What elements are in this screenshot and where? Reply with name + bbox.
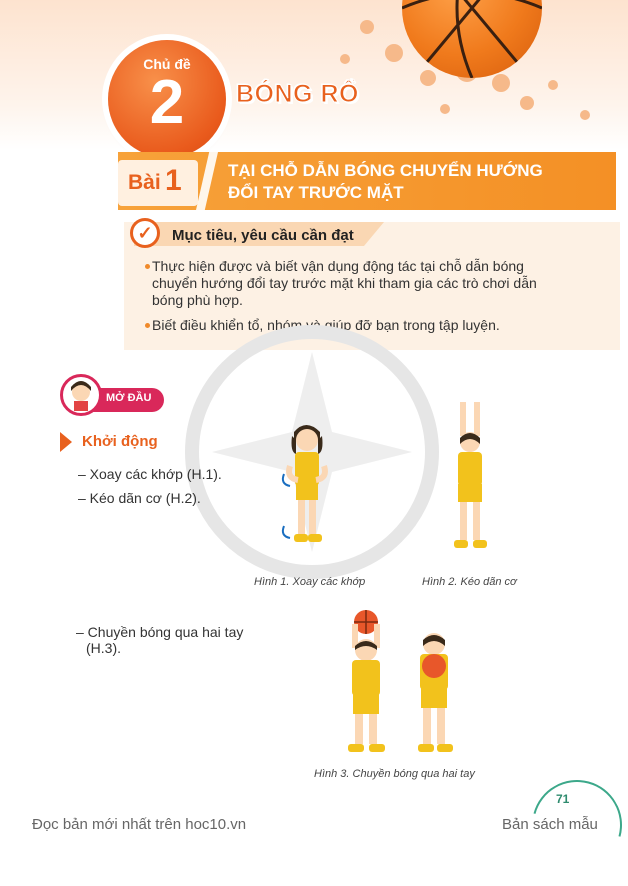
goals-title: Mục tiêu, yêu cầu cần đạt [172, 227, 354, 244]
lesson-title-line1: TẠI CHỖ DẪN BÓNG CHUYỂN HƯỚNG [228, 161, 543, 180]
intro-label: MỞ ĐẦU [106, 392, 152, 404]
bullet-icon [145, 264, 150, 269]
warmup-item-3-line2: (H.3). [86, 640, 121, 656]
footer-source-text: Đọc bản mới nhất trên hoc10.vn [32, 816, 247, 833]
lesson-title [228, 160, 543, 204]
figure-1-illustration [276, 418, 336, 554]
bullet-icon [145, 323, 150, 328]
goal-item-1-line3: bóng phù hợp. [152, 292, 243, 308]
warmup-item-3-line1: – Chuyền bóng qua hai tay [76, 624, 244, 640]
lesson-label: Bài [128, 171, 161, 194]
footer-sample-text: Bản sách mẫu [502, 816, 598, 833]
page-number: 71 [556, 792, 570, 806]
goal-item-1-line2: chuyển hướng đổi tay trước mặt khi tham gia các trò chơi dẫn [152, 275, 537, 291]
warmup-item-1: – Xoay các khớp (H.1). [78, 466, 222, 482]
goal-item-2: Biết điều khiển tổ, nhóm và giúp đỡ bạn trong tập luyện. [152, 317, 500, 333]
figure-1-caption: Hình 1. Xoay các khớp [254, 576, 366, 588]
goal-item-1-line1: Thực hiện được và biết vận dụng động tác tại chỗ dẫn bóng [152, 258, 524, 274]
section-arrow-icon [60, 432, 72, 452]
figure-3-caption: Hình 3. Chuyền bóng qua hai tay [314, 768, 475, 780]
topic-title: BÓNG RỔ [236, 80, 359, 108]
lesson-title-line2: ĐỔI TAY TRƯỚC MẶT [228, 183, 404, 202]
topic-number: 2 [149, 68, 185, 137]
goal-item-1 [152, 258, 582, 309]
figure-2-caption: Hình 2. Kéo dãn cơ [422, 576, 517, 588]
student-avatar-icon [60, 374, 102, 416]
check-icon: ✓ [130, 218, 160, 248]
figure-3-illustration [340, 608, 464, 758]
topic-label: Chủ đề [143, 56, 191, 72]
figure-2-illustration [446, 402, 496, 556]
warmup-item-2: – Kéo dãn cơ (H.2). [78, 490, 201, 506]
warmup-title: Khởi động [82, 433, 158, 450]
lesson-number: 1 [165, 164, 182, 197]
warmup-item-3 [76, 624, 243, 656]
